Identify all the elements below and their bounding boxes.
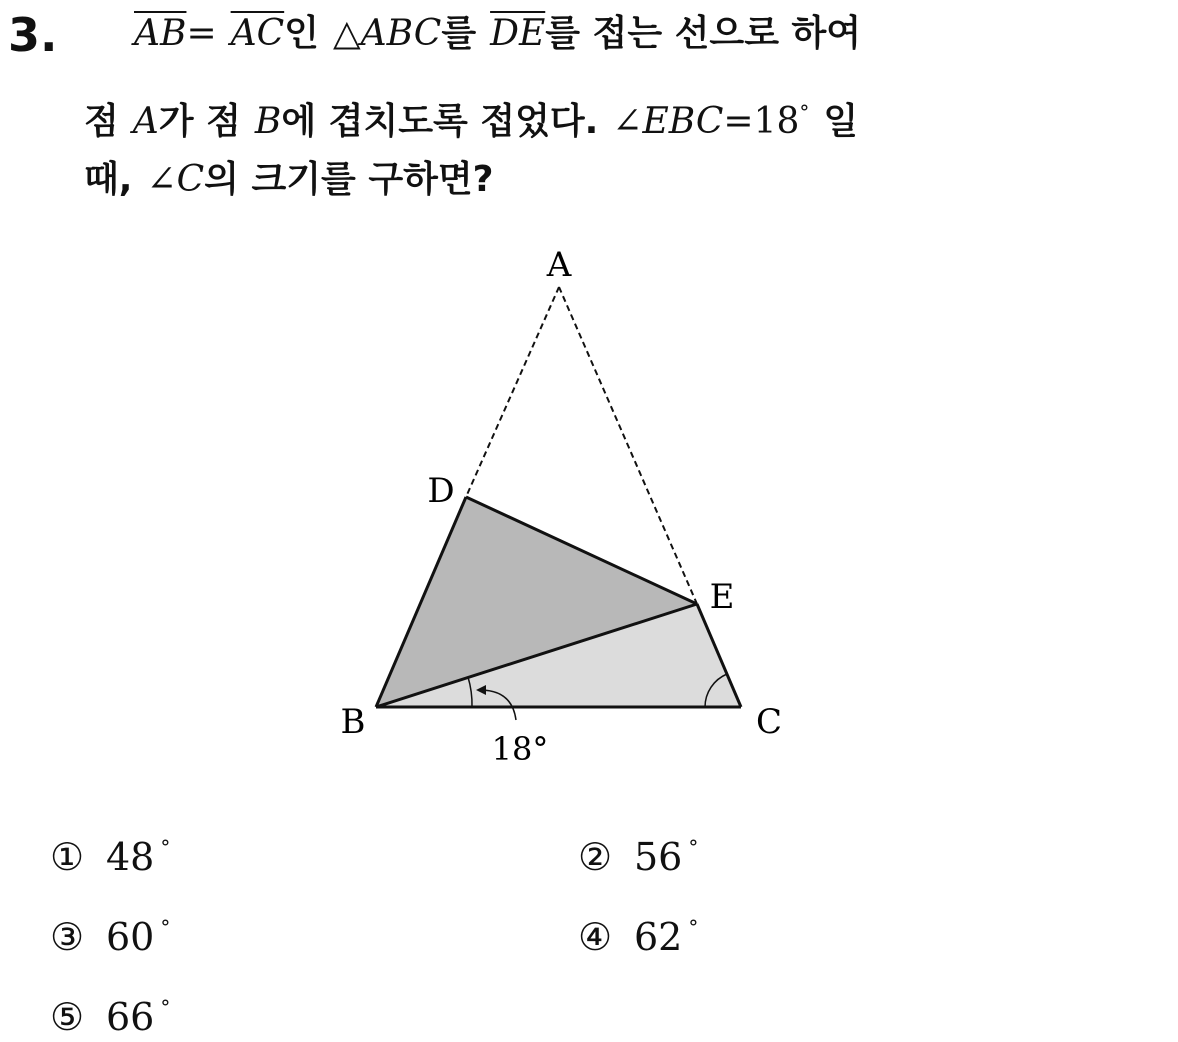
text-then: 때,: [84, 159, 133, 200]
text-find-size: 의 크기를 구하면?: [204, 159, 494, 200]
text-fold-line: 를 접는 선으로 하여: [545, 13, 862, 54]
choice-1-mark: ①: [50, 835, 85, 879]
choice-4-value: 62: [634, 915, 683, 959]
text-point: 점: [84, 101, 119, 142]
choice-4[interactable]: [578, 902, 698, 962]
choice-1-value: 48: [106, 835, 155, 879]
label-angle-18: 18°: [491, 730, 549, 768]
segment-de: $\overline{DE}$: [490, 13, 546, 54]
choice-1-degree: °: [160, 835, 171, 859]
choice-3[interactable]: [50, 902, 170, 962]
equals-sign: =: [186, 13, 217, 54]
choice-5-value: 66: [106, 995, 155, 1039]
question-number: 3.: [8, 8, 58, 62]
triangle-abc: △ABC: [332, 13, 442, 54]
angle-ebc: ∠EBC: [612, 101, 724, 142]
choice-4-mark: ④: [578, 915, 613, 959]
segment-ac: $\overline{AC}$: [230, 13, 285, 54]
dashed-side-ad: [466, 287, 559, 497]
segment-ab: $\overline{AB}$: [134, 13, 187, 54]
choice-2-mark: ②: [578, 835, 613, 879]
choice-5-mark: ⑤: [50, 995, 85, 1039]
point-a: A: [132, 101, 159, 142]
text-reul: 를: [441, 13, 477, 54]
label-e: E: [709, 577, 735, 617]
label-d: D: [427, 471, 455, 511]
choice-2-value: 56: [634, 835, 683, 879]
choice-3-degree: °: [160, 915, 171, 939]
degree-symbol: °: [799, 100, 810, 124]
choice-5[interactable]: [50, 982, 170, 1042]
choice-3-value: 60: [106, 915, 155, 959]
point-b: B: [254, 101, 282, 142]
equals-sign: =: [723, 101, 754, 142]
choice-4-degree: °: [688, 915, 699, 939]
text-in: 인: [284, 13, 319, 54]
choice-1[interactable]: [50, 822, 170, 882]
text-when: 일: [823, 101, 859, 142]
label-a: A: [546, 245, 572, 285]
label-b: B: [340, 702, 366, 742]
text-to-point: 가 점: [158, 101, 241, 142]
text-folded: 에 겹치도록 접었다.: [281, 101, 599, 142]
choice-5-degree: °: [160, 995, 171, 1019]
choice-2-degree: °: [688, 835, 699, 859]
label-c: C: [755, 702, 783, 742]
angle-value: 18: [753, 101, 800, 142]
choice-2[interactable]: [578, 822, 698, 882]
choice-3-mark: ③: [50, 915, 85, 959]
angle-c: ∠C: [146, 159, 205, 200]
